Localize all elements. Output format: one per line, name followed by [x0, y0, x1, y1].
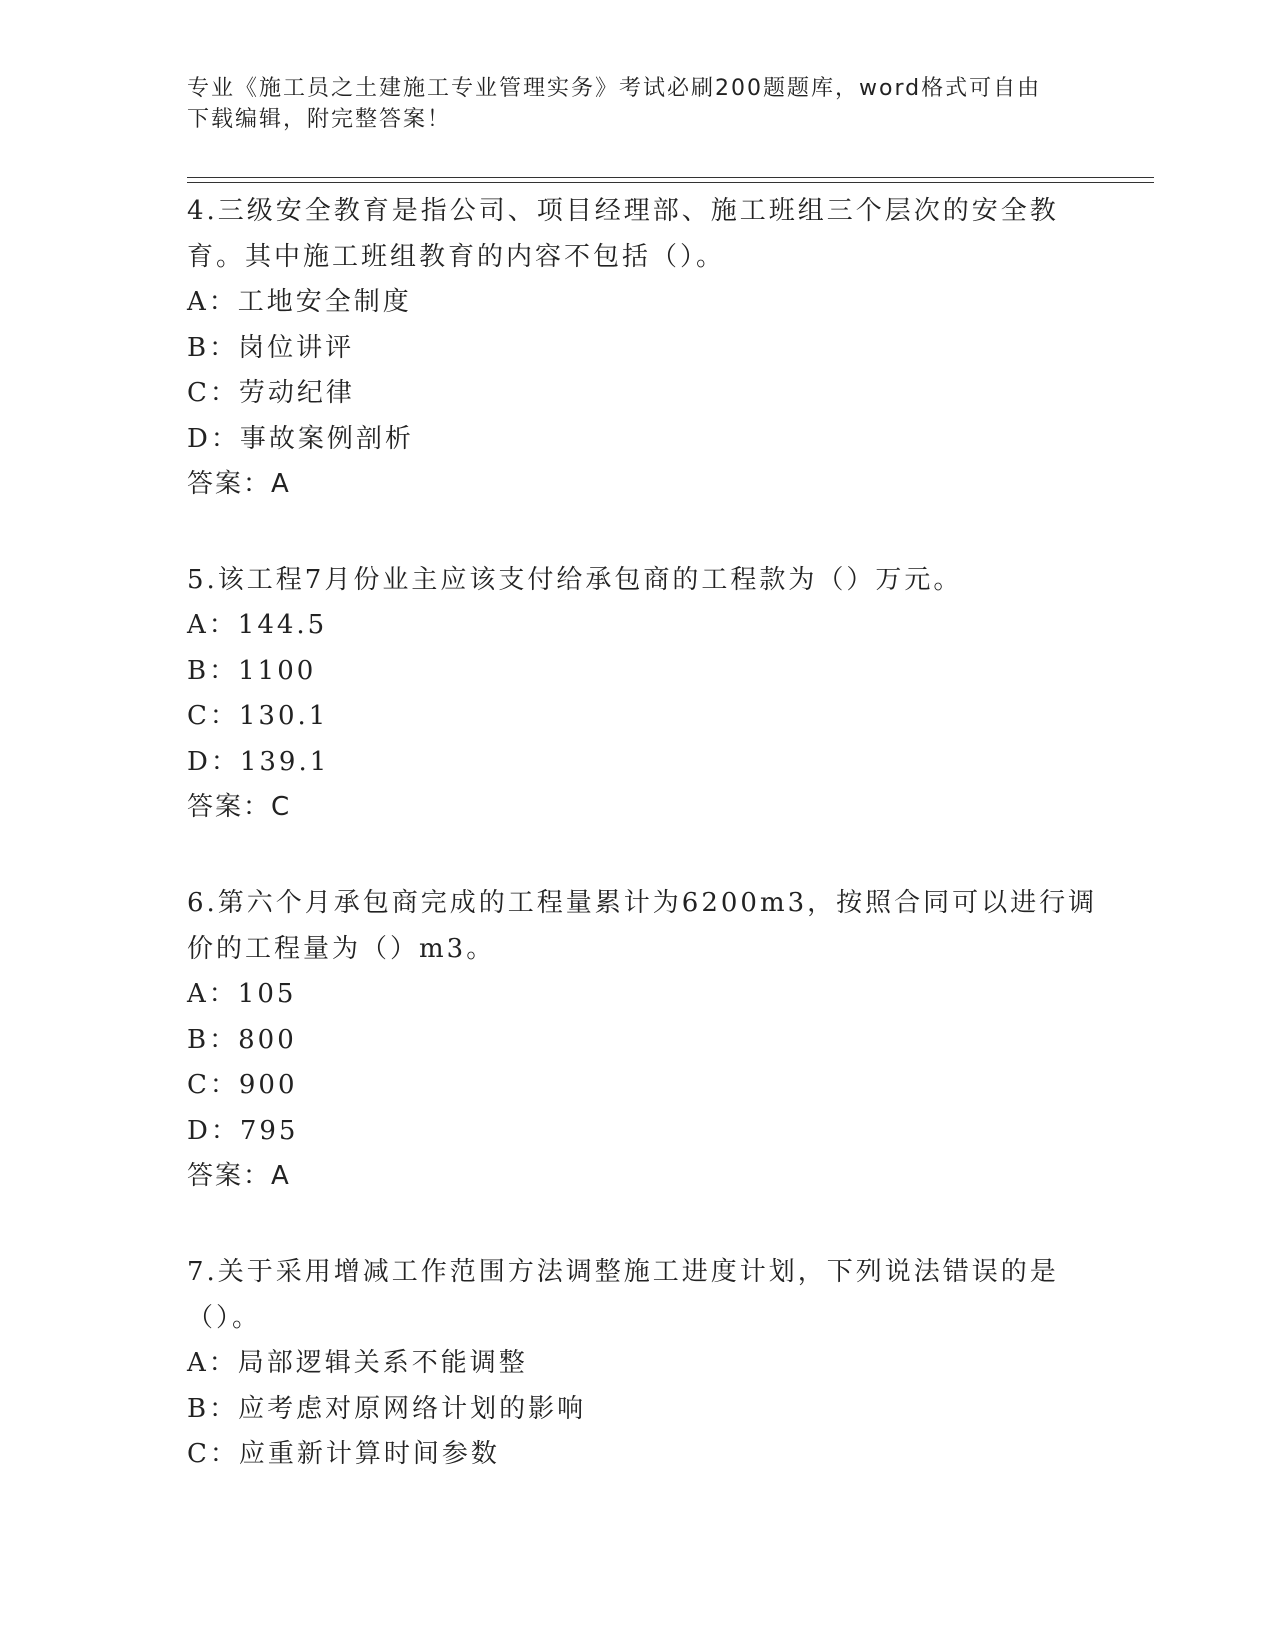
option-a: A：144.5 [187, 610, 328, 640]
question-text-line: 6.第六个月承包商完成的工程量累计为6200m3，按照合同可以进行调 [187, 888, 1098, 918]
option-a: A：工地安全制度 [187, 287, 412, 317]
question-text-line: 育。其中施工班组教育的内容不包括（）。 [187, 242, 726, 272]
header-line-2: 下载编辑，附完整答案！ [187, 107, 452, 132]
header-divider-top [187, 177, 1154, 178]
option-b: B：800 [187, 1024, 297, 1055]
option-c: C：900 [187, 1070, 298, 1100]
question-6 [187, 880, 1098, 1199]
option-a: A：105 [187, 979, 297, 1009]
option-c: C：130.1 [187, 701, 329, 731]
question-4 [187, 188, 1087, 507]
question-text [187, 1249, 1087, 1341]
option-d: D：139.1 [187, 746, 330, 777]
answer: 答案：C [187, 792, 292, 822]
question-text-line: （）。 [187, 1303, 262, 1333]
answer: 答案：A [187, 1161, 291, 1191]
question-text [187, 557, 1087, 603]
answer: 答案：A [187, 469, 291, 499]
question-7 [187, 1249, 1087, 1478]
question-text-line: 7.关于采用增减工作范围方法调整施工进度计划，下列说法错误的是 [187, 1257, 1059, 1287]
question-text-line: 5.该工程7月份业主应该支付给承包商的工程款为（）万元。 [187, 565, 963, 595]
question-text-line: 4.三级安全教育是指公司、项目经理部、施工班组三个层次的安全教 [187, 196, 1059, 226]
document-header [187, 73, 1067, 135]
option-c: C：应重新计算时间参数 [187, 1439, 500, 1469]
question-text-line: 价的工程量为（）m3。 [187, 934, 496, 964]
question-text [187, 188, 1087, 280]
option-b: B：应考虑对原网络计划的影响 [187, 1393, 587, 1424]
option-a: A：局部逻辑关系不能调整 [187, 1348, 528, 1378]
question-list [187, 188, 1098, 1478]
option-d: D：795 [187, 1115, 299, 1146]
question-5 [187, 557, 1087, 830]
option-d: D：事故案例剖析 [187, 423, 414, 454]
option-b: B：岗位讲评 [187, 332, 355, 363]
option-b: B：1100 [187, 655, 317, 686]
header-line-1: 专业《施工员之土建施工专业管理实务》考试必刷200题题库，word格式可自由 [187, 76, 1042, 101]
header-divider-bottom [187, 182, 1154, 183]
option-c: C：劳动纪律 [187, 378, 355, 408]
question-text [187, 880, 1098, 972]
